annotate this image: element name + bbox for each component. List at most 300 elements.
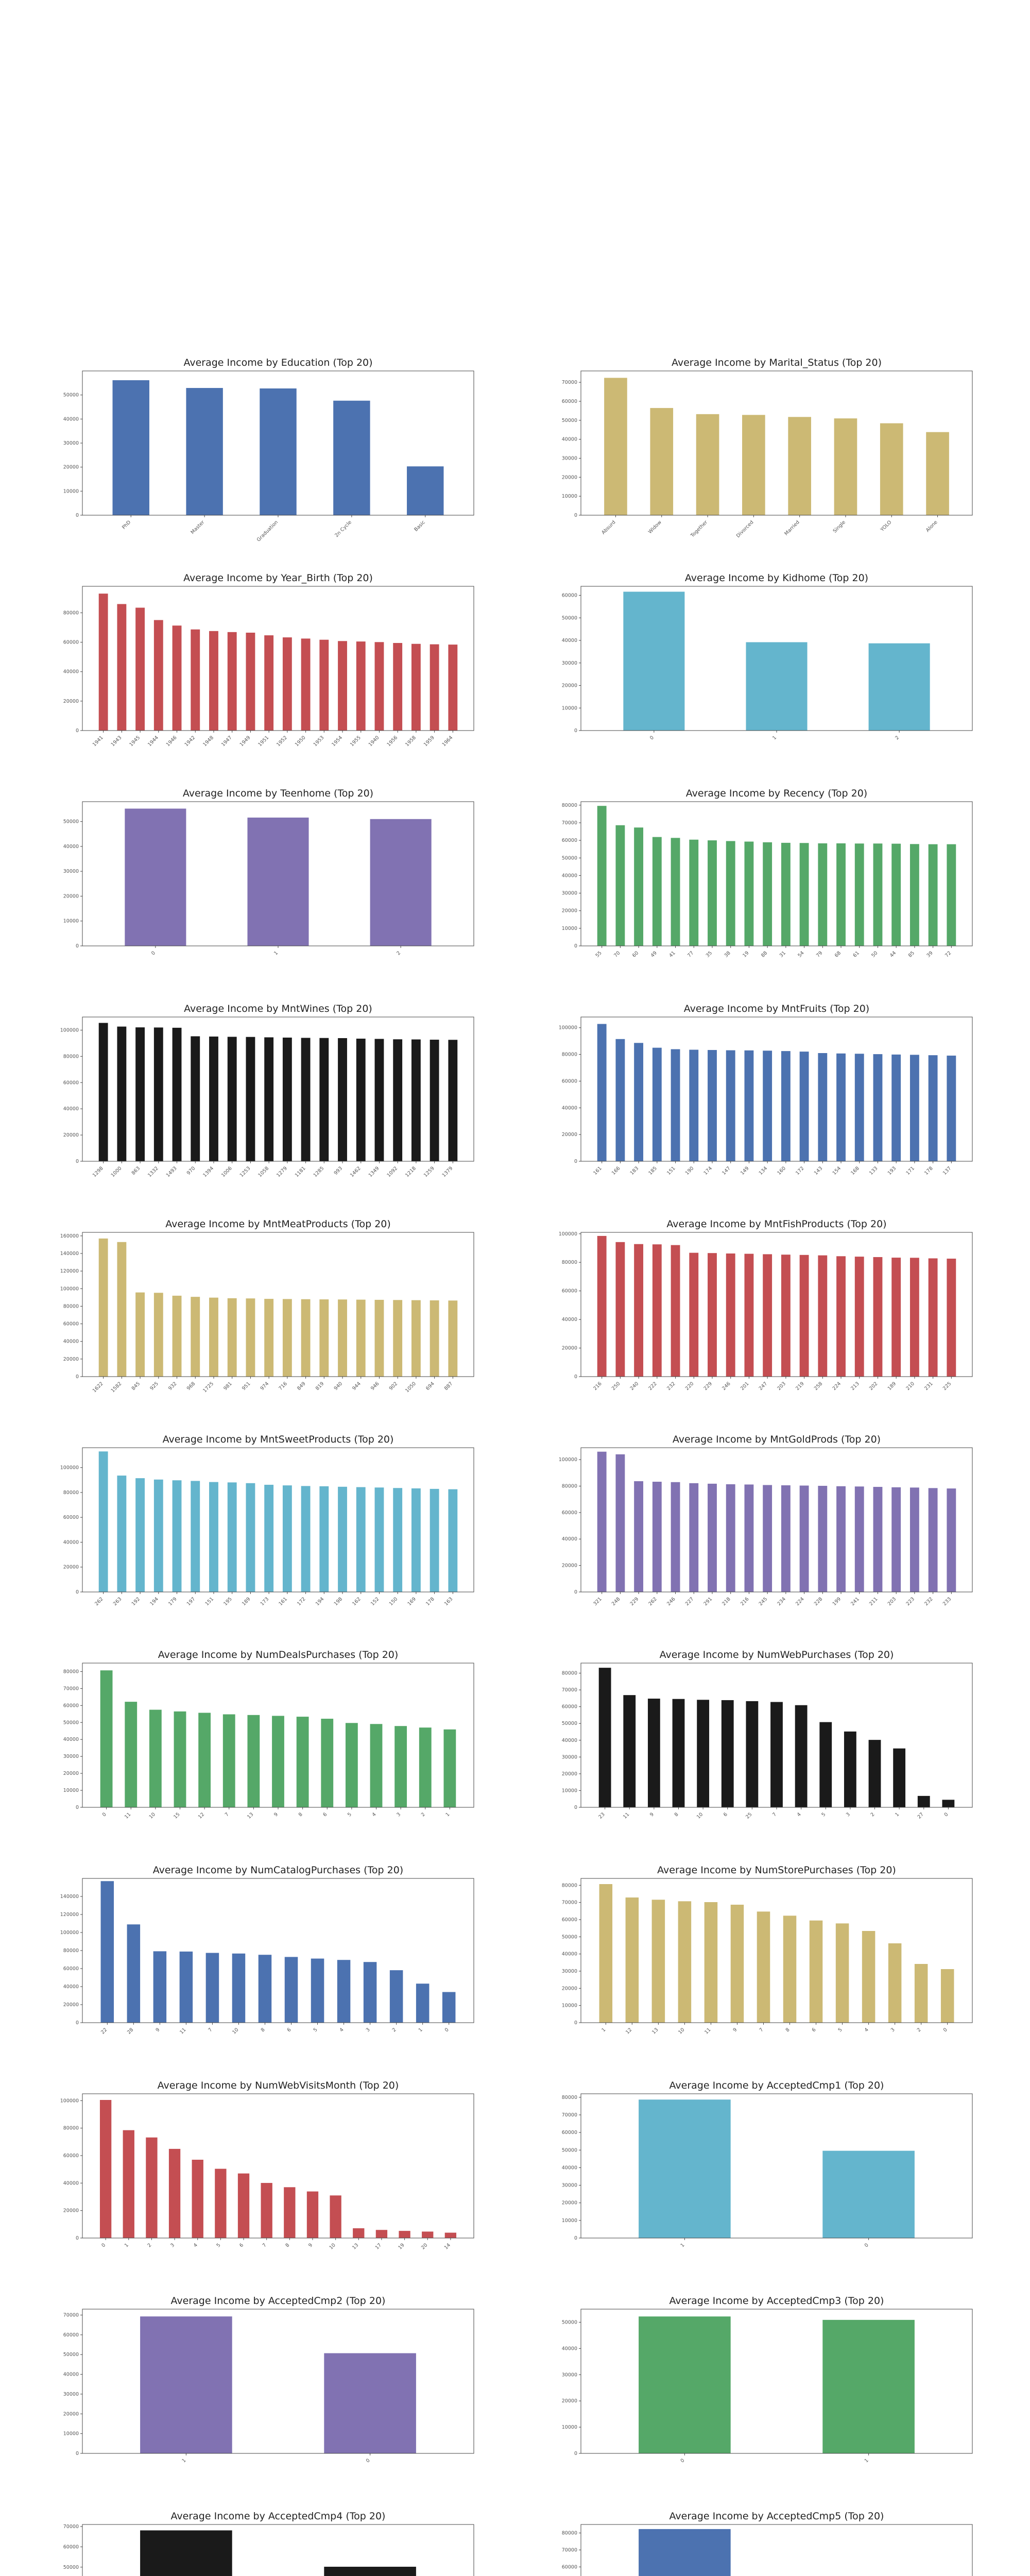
y-tick-label: 50000 [561,417,577,423]
y-tick-label: 80000 [561,2094,577,2100]
chart-panel [561,355,983,539]
bar [416,1984,430,2023]
bar [947,1056,956,1161]
x-tick-label: 19 [742,950,750,959]
x-tick-label: 1462 [349,1165,362,1179]
x-tick-label: 9 [732,2027,739,2033]
chart-panel [60,1002,484,1179]
bar [154,1480,163,1592]
y-tick-label: 70000 [561,820,577,826]
x-tick-label: 41 [668,950,677,959]
y-tick-label: 60000 [63,1080,79,1086]
y-tick-label: 70000 [561,380,577,386]
chart-panel [63,355,484,543]
x-tick-label: 222 [647,1381,658,1392]
x-tick-label: 246 [666,1596,677,1607]
y-tick-label: 40000 [63,1338,79,1345]
y-tick-label: 60000 [561,2564,577,2570]
x-tick-label: 39 [925,950,934,959]
bar [891,1055,901,1161]
plot-frame [581,1878,972,2023]
x-tick-label: 0 [943,1811,950,1818]
bar [99,1451,108,1592]
x-tick-label: 9 [648,1811,655,1818]
bar-chart [60,1217,484,1408]
x-tick-label: 1 [771,735,778,741]
chart-panel [63,786,484,957]
bar [615,1039,625,1161]
x-tick-label: 2 [391,2027,398,2033]
y-tick-label: 100000 [60,2098,79,2104]
x-tick-label: 172 [795,1165,805,1176]
x-tick-label: 27 [916,1811,925,1820]
x-tick-label: 85 [907,950,916,959]
x-tick-label: 1218 [404,1165,418,1179]
bar [100,2100,111,2238]
bar [891,844,901,946]
x-tick-label: 202 [868,1381,879,1392]
bar [639,2099,731,2238]
bar [639,2316,731,2453]
x-tick-label: 263 [112,1596,123,1607]
y-tick-label: 20000 [63,2411,79,2417]
x-tick-label: 12 [197,1811,206,1820]
bar [597,1236,607,1377]
x-tick-label: 1945 [128,735,142,748]
y-tick-label: 40000 [63,669,79,675]
x-tick-label: Single [832,519,847,534]
x-tick-label: 1946 [165,735,178,748]
bar [99,1239,108,1377]
bar [375,1487,384,1592]
bar [836,1486,846,1592]
chart-panel [60,2078,484,2251]
bar [929,1258,938,1377]
bar [697,1700,709,1807]
bar [246,1483,255,1592]
y-tick-label: 60000 [561,838,577,844]
x-tick-label: 1 [894,1811,901,1818]
x-tick-label: 3 [396,1811,402,1818]
x-tick-label: 199 [831,1596,843,1607]
plot-frame [82,2094,474,2238]
x-tick-label: 1050 [404,1381,418,1394]
bar [180,1952,193,2023]
x-tick-label: 38 [723,950,732,959]
x-tick-label: 13 [351,2242,360,2251]
x-tick-label: 1394 [202,1165,215,1179]
x-tick-label: 849 [296,1381,307,1392]
chart-panel [558,1432,983,1607]
x-tick-label: Basic [413,519,426,533]
x-tick-label: 3 [365,2027,371,2033]
bar [264,1299,273,1377]
bar [191,1036,200,1161]
bar [696,414,719,515]
x-tick-label: 246 [721,1381,732,1392]
y-tick-label: 20000 [561,474,577,481]
x-tick-label: 1951 [257,735,270,748]
y-tick-label: 30000 [63,869,79,875]
x-tick-label: 174 [702,1165,714,1176]
x-tick-label: 1958 [404,735,418,748]
bar [146,2138,157,2238]
bar [140,2530,232,2576]
x-tick-label: PhD [121,519,132,531]
bar [140,2316,232,2453]
x-tick-label: 14 [443,2242,452,2251]
y-tick-label: 80000 [63,1669,79,1675]
bar [671,838,680,946]
bar [880,423,903,515]
y-tick-label: 60000 [561,1078,577,1084]
chart-title: Average Income by AcceptedCmp1 (Top 20) [669,2080,884,2091]
bar [671,1482,680,1592]
x-tick-label: 258 [813,1381,824,1392]
bar [192,2160,203,2238]
bar [356,641,366,731]
bar [634,827,643,946]
y-tick-label: 70000 [561,2112,577,2118]
bar [153,1951,167,2023]
bar [597,1024,607,1161]
x-tick-label: 946 [369,1381,381,1392]
bar [319,1299,329,1377]
x-tick-label: 2 [916,2027,922,2033]
bar [862,1931,876,2023]
bar [926,432,949,515]
x-tick-label: 150 [388,1596,399,1607]
x-tick-label: Master [190,519,206,536]
bar [117,1476,126,1592]
x-tick-label: 262 [647,1596,658,1607]
bar [448,645,457,731]
bar [818,1053,827,1161]
bar-chart [63,786,484,977]
x-tick-label: 192 [130,1596,142,1607]
x-tick-label: 22 [100,2027,109,2036]
y-tick-label: 70000 [63,1686,79,1692]
x-tick-label: 151 [666,1165,677,1176]
y-tick-label: 100000 [60,1286,79,1292]
chart-panel [561,1648,983,1820]
bar [135,1478,145,1592]
y-tick-label: 0 [75,943,79,949]
y-tick-label: 20000 [63,2002,79,2008]
bar [411,644,421,731]
x-tick-label: Alone [924,519,939,534]
x-tick-label: 1943 [110,735,123,748]
bar [855,1054,864,1161]
y-tick-label: 40000 [63,416,79,422]
chart-title: Average Income by NumCatalogPurchases (Top 20) [152,1865,404,1876]
bar [744,1050,753,1161]
x-tick-label: Married [783,519,801,537]
chart-title: Average Income by Teenhome (Top 20) [182,788,374,799]
x-tick-label: 10 [231,2027,240,2036]
x-tick-label: 35 [705,950,714,959]
bar [411,1040,421,1161]
bar [639,2529,731,2576]
bar [324,2567,416,2576]
x-tick-label: 152 [369,1596,381,1607]
bar [836,1054,846,1161]
x-tick-label: 168 [850,1165,861,1176]
x-tick-label: 1181 [294,1165,307,1179]
x-tick-label: 232 [666,1381,677,1392]
bar [788,417,811,515]
y-tick-label: 100000 [558,1025,577,1031]
x-tick-label: 2 [869,1811,876,1818]
x-tick-label: 17 [374,2242,383,2251]
bar [942,1800,954,1807]
chart-title: Average Income by NumDealsPurchases (Top 20) [158,1649,399,1660]
x-tick-label: 1332 [147,1165,160,1179]
x-tick-label: 134 [758,1165,769,1176]
bar [653,1482,662,1592]
bar [448,1300,457,1377]
x-tick-label: 694 [425,1381,436,1392]
bar [419,1727,432,1807]
chart-title: Average Income by AcceptedCmp3 (Top 20) [669,2295,884,2307]
y-tick-label: 50000 [561,615,577,621]
bar [393,1039,402,1161]
y-tick-label: 20000 [561,1345,577,1351]
bar [261,2183,272,2238]
y-tick-label: 20000 [561,2200,577,2206]
y-tick-label: 60000 [561,592,577,599]
y-tick-label: 70000 [561,1687,577,1693]
bar [376,2230,387,2238]
bar [283,1299,292,1377]
y-tick-label: 10000 [561,925,577,931]
bar [597,806,607,946]
bar-chart [561,1863,983,2054]
y-tick-label: 60000 [63,1321,79,1327]
x-tick-label: 23 [597,1811,606,1820]
bar [311,1959,324,2023]
x-tick-label: 2n Cycle [334,519,353,539]
y-tick-label: 30000 [561,1754,577,1760]
x-tick-label: Absurd [600,519,617,536]
x-tick-label: 147 [721,1165,732,1176]
bar [731,1905,744,2023]
bar [855,1486,864,1592]
bar [186,388,222,515]
y-tick-label: 0 [574,1805,577,1810]
chart-title: Average Income by MntMeatProducts (Top 20) [165,1218,391,1230]
x-tick-label: 1956 [386,735,399,748]
y-tick-label: 30000 [561,455,577,462]
bar [113,380,149,515]
bar [929,1055,938,1161]
x-tick-label: 981 [222,1381,233,1392]
x-tick-label: 160 [776,1165,787,1176]
x-tick-label: 7 [207,2027,214,2033]
bar [246,1037,255,1161]
bar [272,1716,284,1807]
bar [443,1730,456,1807]
x-tick-label: 133 [868,1165,879,1176]
x-tick-label: Widow [647,519,663,535]
x-tick-label: 231 [923,1381,934,1392]
x-tick-label: 201 [739,1381,750,1392]
x-tick-label: 203 [886,1596,898,1607]
y-tick-label: 10000 [561,2425,577,2431]
chart-title: Average Income by MntFishProducts (Top 20) [666,1218,887,1230]
bar [448,1489,457,1592]
bar [689,840,698,946]
bar [910,1258,919,1377]
x-tick-label: 1000 [110,1165,123,1179]
x-tick-label: 72 [944,950,953,959]
bar [653,1244,662,1377]
bar [678,1901,692,2023]
bar [822,2320,915,2453]
bar [135,608,145,731]
y-tick-label: 10000 [63,918,79,924]
x-tick-label: 1259 [422,1165,436,1179]
x-tick-label: 2 [396,950,402,957]
x-tick-label: 12 [625,2027,633,2036]
x-tick-label: 172 [296,1596,307,1607]
bar [191,1297,200,1377]
bar [307,2192,318,2238]
y-tick-label: 50000 [63,2564,79,2570]
y-tick-label: 40000 [561,2165,577,2171]
x-tick-label: 4 [796,1811,802,1818]
x-tick-label: 8 [284,2242,291,2249]
x-tick-label: 1 [600,2027,607,2033]
x-tick-label: 210 [905,1381,916,1392]
plot-frame [82,1878,474,2023]
y-tick-label: 60000 [561,398,577,404]
bar [430,1040,439,1161]
chart-panel [63,2509,484,2576]
bar [689,1050,698,1161]
x-tick-label: 224 [831,1381,843,1392]
x-tick-label: 291 [702,1596,714,1607]
y-tick-label: 50000 [63,392,79,398]
y-tick-label: 10000 [63,2431,79,2437]
bar [653,837,662,946]
bar [285,1957,298,2023]
bar [834,418,857,515]
bar [726,1484,735,1592]
x-tick-label: 0 [101,1811,108,1818]
bar [947,844,956,946]
x-tick-label: 1 [123,2242,130,2249]
x-tick-label: 0 [942,2027,949,2033]
x-tick-label: 213 [850,1381,861,1392]
bar [634,1481,643,1592]
x-tick-label: 5 [215,2242,222,2249]
bar [604,378,627,515]
bar [726,1253,735,1377]
bar [215,2169,226,2238]
x-tick-label: 1298 [91,1165,105,1179]
x-tick-label: 8 [260,2027,266,2033]
x-tick-label: 154 [831,1165,843,1176]
y-tick-label: 10000 [561,494,577,500]
bar [191,630,200,731]
chart-panel [561,2078,983,2249]
bar [370,1724,383,1807]
bar [99,1023,108,1161]
x-tick-label: 4 [192,2242,199,2249]
bar [722,1700,734,1807]
x-tick-label: 7 [771,1811,778,1818]
x-tick-label: 77 [686,950,695,959]
chart-title: Average Income by NumWebVisitsMonth (Top 20) [157,2080,399,2091]
y-tick-label: 70000 [561,2547,577,2553]
bar [407,466,443,515]
x-tick-label: 9 [307,2242,314,2249]
x-tick-label: 6 [811,2027,817,2033]
bar [375,642,384,731]
y-tick-label: 40000 [561,1105,577,1111]
bar [910,1487,919,1592]
y-tick-label: 0 [574,943,577,949]
x-tick-label: 228 [813,1596,824,1607]
bar [918,1796,930,1807]
chart-title: Average Income by MntGoldProds (Top 20) [672,1434,881,1445]
bar [844,1732,856,1807]
x-tick-label: 887 [443,1381,454,1392]
x-tick-label: 79 [815,950,824,959]
y-tick-label: 60000 [561,2130,577,2136]
bar [442,1992,456,2023]
bar [615,1454,625,1592]
x-tick-label: 44 [888,950,898,959]
bar [228,1482,237,1592]
x-tick-label: 4 [338,2027,345,2033]
x-tick-label: 8 [673,1811,680,1818]
chart-panel [561,2509,983,2576]
bar [910,1055,919,1161]
bar [375,1039,384,1161]
x-tick-label: 173 [259,1596,270,1607]
x-tick-label: 7 [261,2242,268,2249]
bar [708,1050,717,1161]
x-tick-label: 10 [695,1811,705,1820]
bar-chart [558,1217,983,1408]
x-tick-label: 31 [778,950,787,959]
bar [338,1487,347,1592]
y-tick-label: 20000 [63,893,79,900]
x-tick-label: 19 [397,2242,406,2251]
bar [599,1668,611,1807]
x-tick-label: 211 [868,1596,879,1607]
bar [356,1039,366,1161]
bar [742,415,765,515]
bar [232,1954,246,2023]
bar [763,842,772,946]
y-tick-label: 10000 [63,1788,79,1794]
bar [228,1037,237,1161]
bar [430,645,439,731]
bar [319,1038,329,1161]
y-tick-label: 50000 [561,855,577,861]
bar [705,1902,718,2023]
y-tick-label: 50000 [63,1720,79,1726]
bar [929,1488,938,1592]
y-tick-label: 30000 [561,2372,577,2378]
y-tick-label: 20000 [561,1563,577,1569]
plot-frame [581,371,972,515]
x-tick-label: 248 [610,1596,622,1607]
bar-chart [63,1648,484,1838]
